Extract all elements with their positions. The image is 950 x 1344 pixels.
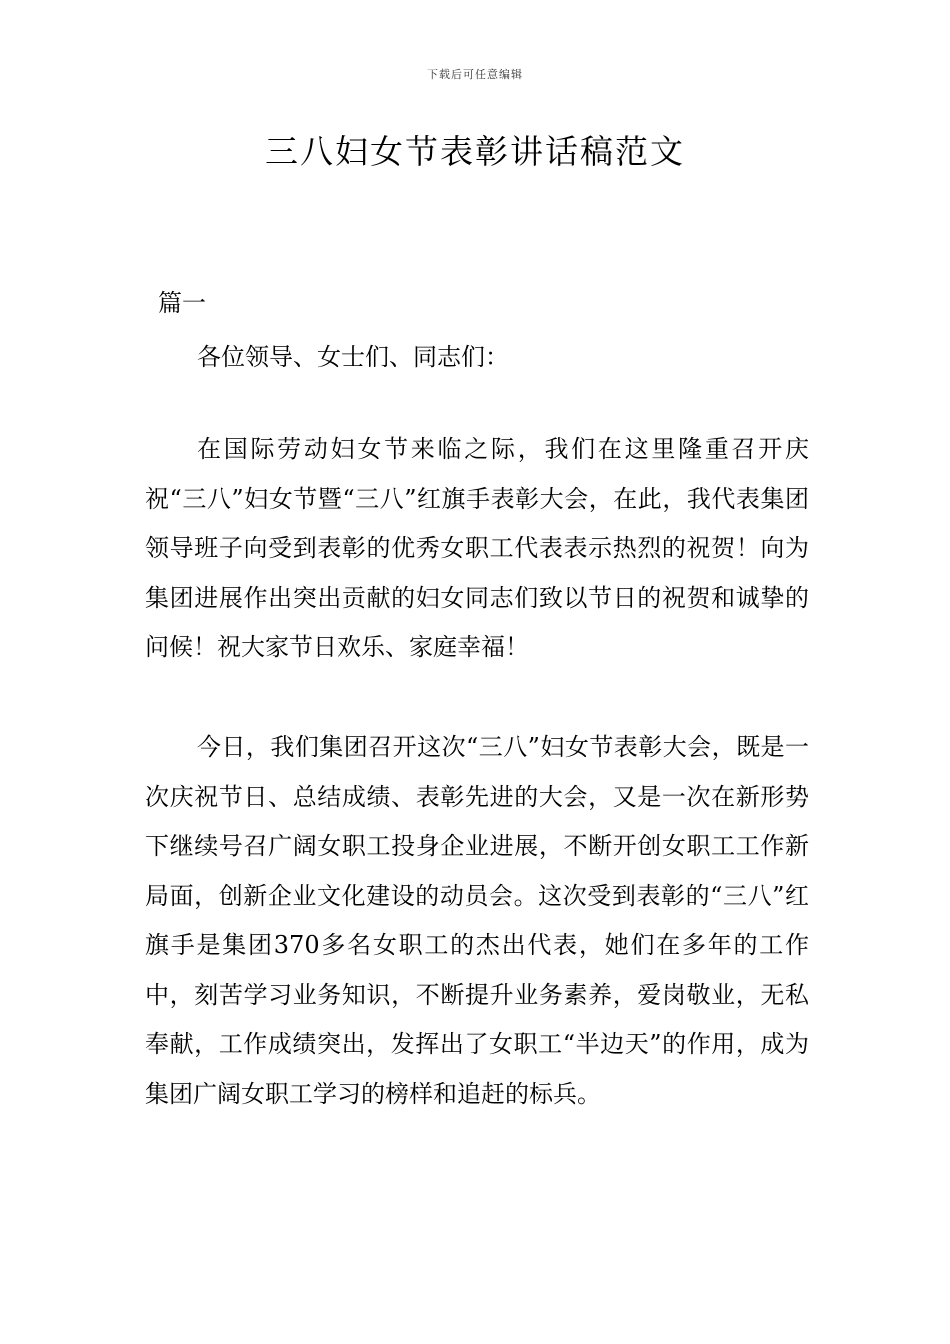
- section-label: 篇一: [158, 289, 206, 317]
- salutation: 各位领导、女士们、同志们：: [197, 343, 509, 371]
- body-paragraph-1: 在国际劳动妇女节来临之际，我们在这里隆重召开庆祝“三八”妇女节暨“三八”红旗手表彰大会，在此，我代表集团领导班子向受到表彰的优秀女职工代表表示热烈的祝贺！向为集团进展作出突出贡献的妇女同志们致以节日的祝贺和诚挚的问候！祝大家节日欢乐、家庭幸福！: [145, 435, 809, 661]
- header-note: 下载后可任意编辑: [427, 68, 523, 81]
- page-title: 三八妇女节表彰讲话稿范文: [265, 132, 685, 171]
- body-paragraph-2: 今日，我们集团召开这次“三八”妇女节表彰大会，既是一次庆祝节日、总结成绩、表彰先进的大会，又是一次在新形势下继续号召广阔女职工投身企业进展，不断开创女职工工作新局面，创新企业文化建设的动员会。这次受到表彰的“三八”红旗手是集团370多名女职工的杰出代表，她们在多年的工作中，刻苦学习业务知识，不断提升业务素养，爱岗敬业，无私奉献，工作成绩突出，发挥出了女职工“半边天”的作用，成为集团广阔女职工学习的榜样和追赶的标兵。: [145, 733, 809, 1108]
